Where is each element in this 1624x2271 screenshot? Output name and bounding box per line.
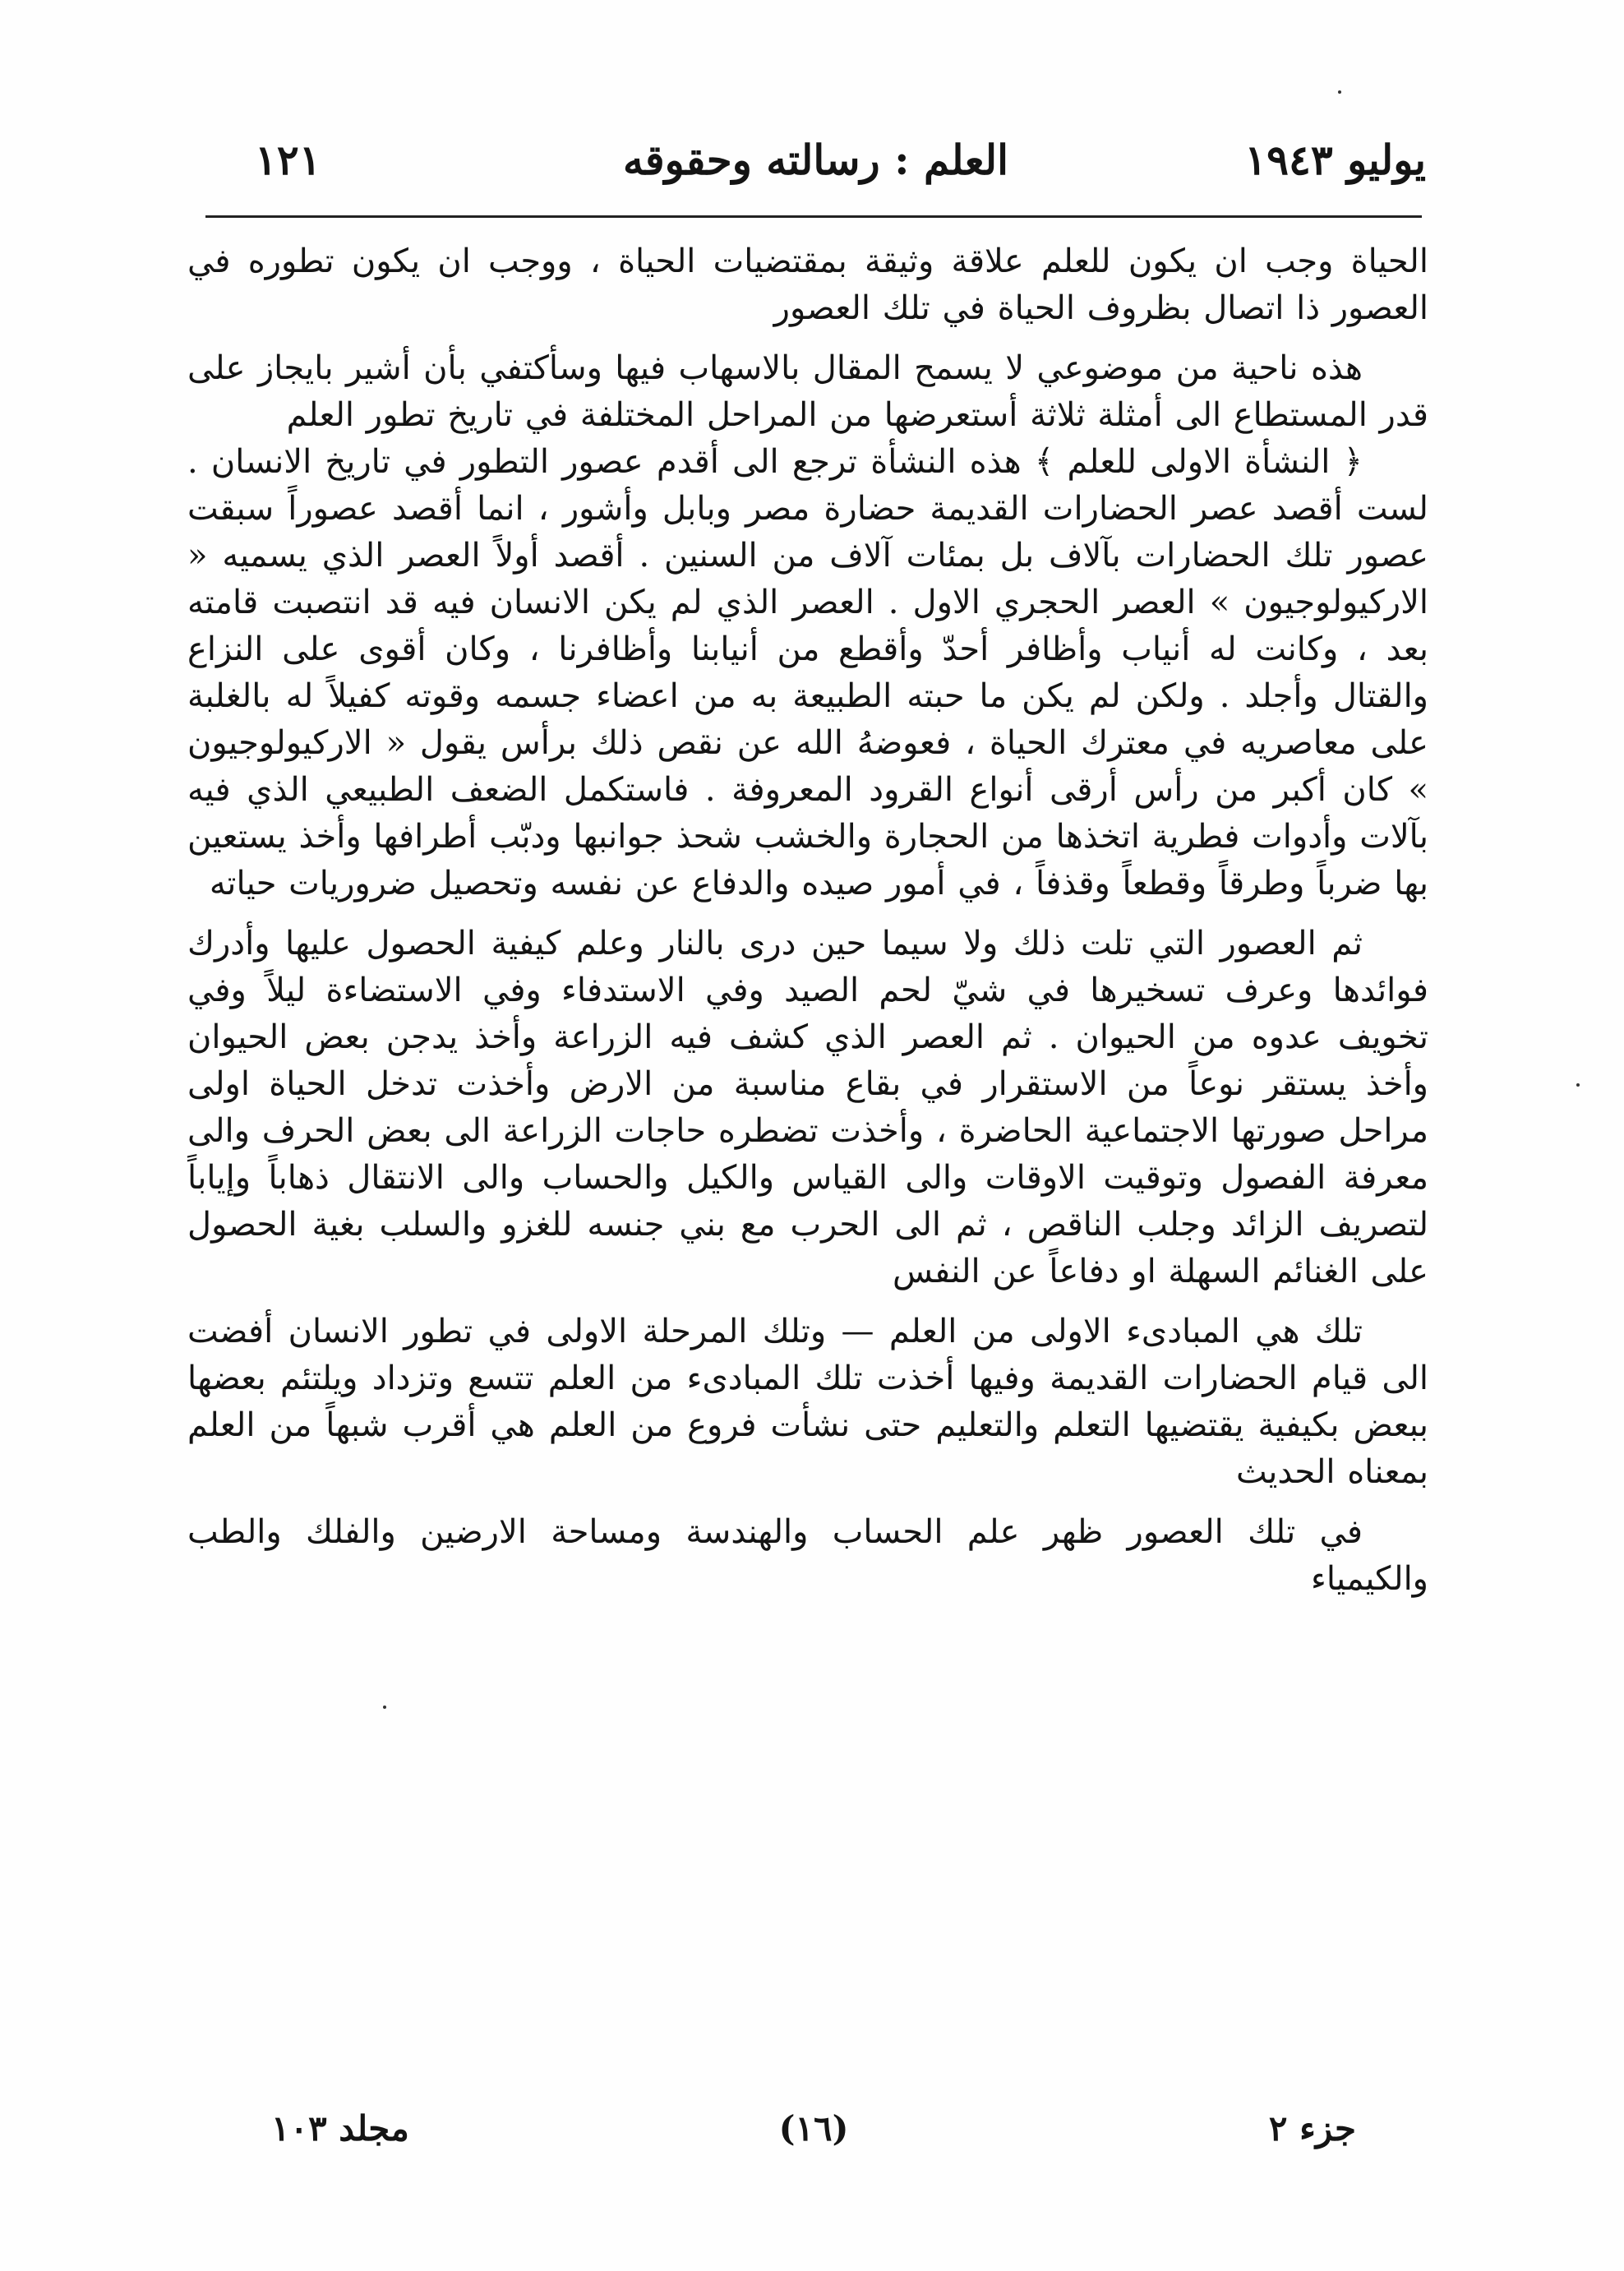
paragraph: تلك هي المبادىء الاولى من العلم — وتلك المرحلة الاولى في تطور الانسان أفضت الى قيام الحضارات القديمة وفيها أخذت تلك المبادىء من العلم تتسع وتزداد ويلتئم بعضها ببعض بكيفية يقتضيها التعلم والتعليم حتى نشأت فروع من العلم هي أقرب شبهاً من العلم بمعناه الحديث <box>187 1313 1428 1491</box>
paragraph-continuation: الحياة وجب ان يكون للعلم علاقة وثيقة بمقتضيات الحياة ، ووجب ان يكون تطوره في العصور ذا اتصال بظروف الحياة في تلك العصور <box>187 242 1428 327</box>
scan-speck <box>1338 90 1341 94</box>
page-number: ١٢١ <box>255 136 321 184</box>
footer-volume: مجلد ١٠٣ <box>271 2108 409 2149</box>
scan-speck <box>1576 1083 1580 1087</box>
signature-footer <box>271 2100 1356 2158</box>
paragraph-section-first-origin: ﴿ النشأة الاولى للعلم ﴾ هذه النشأة ترجع الى أقدم عصور التطور في تاريخ الانسان . لست أقصد عصر الحضارات القديمة حضارة مصر وبابل وأشور ، انما أقصد عصوراً سبقت عصور تلك الحضارات بآلاف بل بمئات آلاف من السنين . أقصد أولاً العصر الذي يسميه « الاركيولوجيون » العصر الحجري الاول . العصر الذي لم يكن الانسان فيه قد انتصبت قامته بعد ، وكانت له أنياب وأظافر أحدّ وأقطع من أنيابنا وأظافرنا ، وكان أقوى على النزاع والقتال وأجلد . ولكن لم يكن ما حبته الطبيعة به من اعضاء جسمه وقوته كفيلاً له بالغلبة على معاصريه في معترك الحياة ، فعوضهُ الله عن نقص ذلك برأس يقول « الاركيولوجيون » كان أكبر من رأس أرقى أنواع القرود المعروفة . فاستكمل الضعف الطبيعي الذي فيه بآلات وأدوات فطرية اتخذها من الحجارة والخشب شحذ جوانبها ودبّب أطرافها وأخذ يستعين بها ضرباً وطرقاً وقطعاً وقذفاً ، في أمور صيده والدفاع عن نفسه وتحصيل ضروريات حياته <box>187 443 1429 902</box>
scan-speck <box>383 1706 386 1709</box>
footer-part: جزء ٢ <box>1268 2108 1356 2149</box>
paragraph-continues: في تلك العصور ظهر علم الحساب والهندسة ومساحة الارضين والفلك والطب والكيمياء <box>187 1513 1428 1598</box>
footer-sheet-number: (١٦) <box>778 2108 849 2149</box>
header-title: العلم : رسالته وحقوقه <box>622 136 1009 184</box>
header-date: يوليو ١٩٤٣ <box>1244 136 1426 184</box>
paragraph: ثم العصور التي تلت ذلك ولا سيما حين درى بالنار وعلم كيفية الحصول عليها وأدرك فوائدها وعرف تسخيرها في شيّ لحم الصيد وفي الاستدفاء وفي الاستضاءة ليلاً وفي تخويف عدوه من الحيوان . ثم العصر الذي كشف فيه الزراعة وأخذ يدجن بعض الحيوان وأخذ يستقر نوعاً من الاستقرار في بقاع مناسبة من الارض وأخذت تدخل الحياة اولى مراحل صورتها الاجتماعية الحاضرة ، وأخذت تضطره حاجات الزراعة الى بعض الحرف والى معرفة الفصول وتوقيت الاوقات والى القياس والكيل والحساب والى الانتقال ذهاباً وإياباً لتصريف الزائد وجلب الناقص ، ثم الى الحرب مع بني جنسه للغزو والسلب بغية الحصول على الغنائم السهلة او دفاعاً عن النفس <box>187 925 1428 1290</box>
running-header <box>205 123 1426 197</box>
article-body <box>187 238 1428 1603</box>
paragraph: هذه ناحية من موضوعي لا يسمح المقال بالاسهاب فيها وسأكتفي بأن أشير بايجاز على قدر المستطاع الى أمثلة ثلاثة أستعرضها من المراحل المختلفة في تاريخ تطور العلم <box>187 349 1428 434</box>
header-rule <box>205 215 1422 218</box>
